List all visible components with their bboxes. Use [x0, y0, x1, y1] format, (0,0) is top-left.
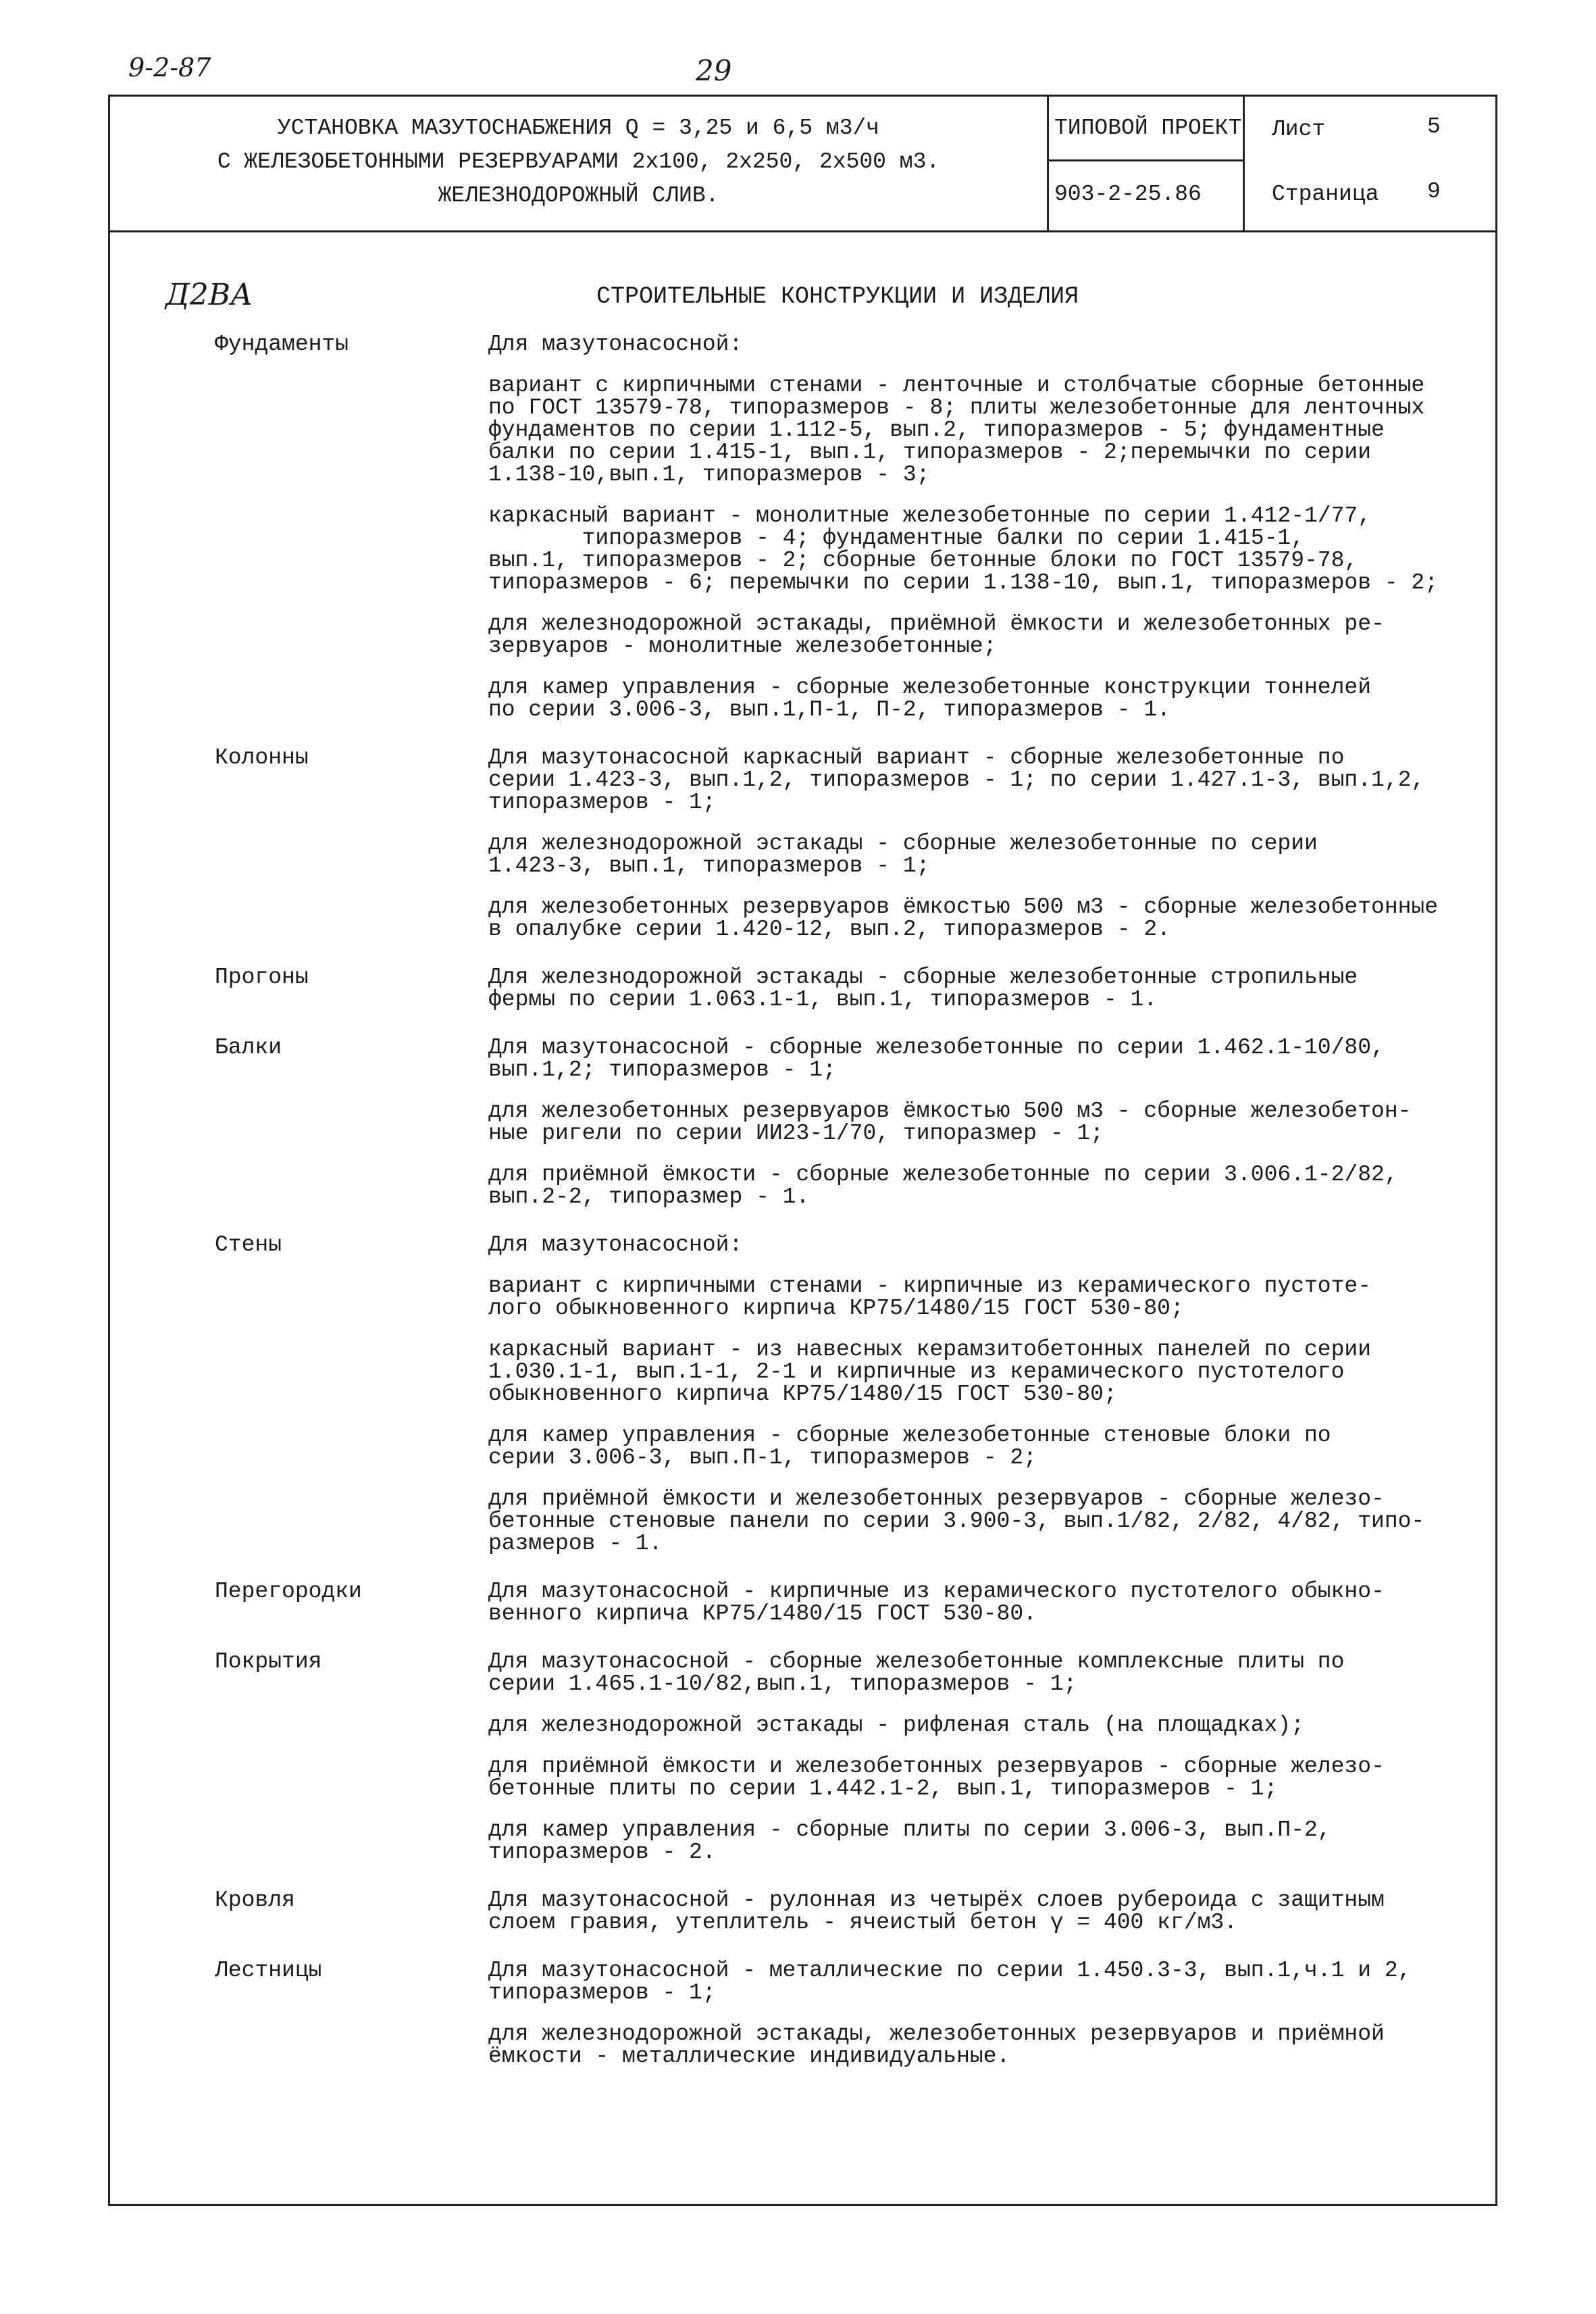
paragraph: Для мазутонасосной - кирпичные из керамического пустотелого обыкно- венного кирпича КР75/1480/15 ГОСТ 530-80. — [488, 1579, 1385, 1626]
section-beams — [110, 1036, 1495, 1217]
paragraph: для камер управления - сборные железобетонные стеновые блоки по серии 3.006-3, вып.П-1, типоразмеров - 2; — [488, 1423, 1331, 1470]
paragraph: каркасный вариант - монолитные железобетонные по серии 1.412-1/77, типоразмеров - 4; фундаментные балки по серии 1.415-1, вып.1, типоразмеров - 2; сборные бетонные блоки по ГОСТ 13579-78, типоразмеров - 6; перемычки по серии 1.138-10, вып.1, типоразмеров - 2; — [488, 503, 1439, 595]
title-line: С ЖЕЛЕЗОБЕТОННЫМИ РЕЗЕРВУАРАМИ 2х100, 2х250, 2х500 м3. — [217, 149, 940, 174]
section-columns — [110, 747, 1495, 950]
title-line: ЖЕЛЕЗНОДОРОЖНЫЙ СЛИВ. — [438, 183, 719, 208]
section-label: Стены — [215, 1232, 282, 1257]
paragraph: Для мазутонасосной: — [488, 332, 743, 357]
paragraph: Для мазутонасосной - металлические по серии 1.450.3-3, вып.1,ч.1 и 2, типоразмеров - 1; — [488, 1958, 1412, 2005]
sheet-frame — [108, 95, 1497, 2206]
page-number: 29 — [696, 54, 732, 87]
section-label: Колонны — [215, 745, 309, 770]
section-purlins — [110, 966, 1495, 1020]
section-foundations — [110, 333, 1495, 730]
paragraph: для железнодорожной эстакады, железобетонных резервуаров и приёмной ёмкости - металлические индивидуальные. — [488, 2021, 1385, 2069]
paragraph: Для мазутонасосной: — [488, 1232, 743, 1257]
paragraph: для железнодорожной эстакады, приёмной ёмкости и железобетонных ре- зервуаров - монолитные железобетонные; — [488, 611, 1385, 659]
title-block-sheet — [1245, 97, 1495, 230]
project-label: ТИПОВОЙ ПРОЕКТ — [1049, 97, 1243, 161]
paragraph: для приёмной ёмкости и железобетонных резервуаров - сборные железо- бетонные стеновые панели по серии 3.900-3, вып.1/82, 2/82, 4/82, типо- размеров - 1. — [488, 1486, 1425, 1556]
specification-content — [110, 333, 1495, 2093]
section-body — [488, 1651, 1495, 1873]
paragraph: Для мазутонасосной - сборные железобетонные комплексные плиты по серии 1.465.1-10/82,вып.1, типоразмеров - 1; — [488, 1649, 1345, 1696]
section-body — [488, 1234, 1495, 1564]
paragraph: вариант с кирпичными стенами - ленточные и столбчатые сборные бетонные по ГОСТ 13579-78, типоразмеров - 8; плиты железобетонные для ленточных фундаментов по серии 1.112-5, вып.2, типоразмеров - 5; фундаментные балки по серии 1.415-1, вып.1, типоразмеров - 2;перемычки по серии 1.138-10,вып.1, типоразмеров - 3; — [488, 373, 1425, 487]
section-partitions — [110, 1580, 1495, 1634]
paragraph: Для мазутонасосной каркасный вариант - сборные железобетонные по серии 1.423-3, вып.1,2, типоразмеров - 1; по серии 1.427.1-3, вып.1,2, типоразмеров - 1; — [488, 745, 1425, 815]
section-body — [488, 333, 1495, 730]
document-code: 9-2-87 — [128, 53, 211, 82]
section-title: СТРОИТЕЛЬНЫЕ КОНСТРУКЦИИ И ИЗДЕЛИЯ — [596, 283, 1079, 310]
section-body — [488, 1036, 1495, 1217]
section-label: Прогоны — [215, 965, 309, 990]
section-label: Кровля — [215, 1888, 295, 1913]
section-label: Лестницы — [215, 1958, 322, 1983]
paragraph: Для железнодорожной эстакады - сборные железобетонные стропильные фермы по серии 1.063.1-1, вып.1, типоразмеров - 1. — [488, 965, 1358, 1012]
title-line: УСТАНОВКА МАЗУТОСНАБЖЕНИЯ Q = 3,25 и 6,5 м3/ч — [277, 116, 880, 141]
series-code: Д2ВА — [165, 278, 253, 312]
section-label: Балки — [215, 1035, 282, 1060]
section-label: Фундаменты — [215, 332, 349, 357]
paragraph: Для мазутонасосной - сборные железобетонные по серии 1.462.1-10/80, вып.1,2; типоразмеров - 1; — [488, 1035, 1385, 1082]
paragraph: для железобетонных резервуаров ёмкостью 500 м3 - сборные железобетонные в опалубке серии 1.420-12, вып.2, типоразмеров - 2. — [488, 895, 1439, 942]
paragraph: для приёмной ёмкости и железобетонных резервуаров - сборные железо- бетонные плиты по серии 1.442.1-2, вып.1, типоразмеров - 1; — [488, 1754, 1385, 1801]
paragraph: вариант с кирпичными стенами - кирпичные из керамического пустоте- лого обыкновенного кирпича КР75/1480/15 ГОСТ 530-80; — [488, 1274, 1372, 1321]
title-block — [110, 97, 1495, 232]
section-body — [488, 1580, 1495, 1634]
section-slabs — [110, 1651, 1495, 1873]
title-block-project — [1049, 97, 1245, 230]
sheet-value: 5 — [1427, 114, 1441, 139]
section-body — [488, 747, 1495, 950]
title-block-title — [110, 97, 1049, 230]
paragraph: для камер управления - сборные плиты по серии 3.006-3, вып.П-2, типоразмеров - 2. — [488, 1817, 1331, 1865]
page-label: Страница — [1272, 182, 1379, 207]
section-label: Перегородки — [215, 1579, 362, 1604]
paragraph: для железнодорожной эстакады - рифленая сталь (на площадках); — [488, 1713, 1304, 1738]
section-roofing — [110, 1889, 1495, 1943]
sheet-label: Лист — [1272, 117, 1326, 142]
paragraph: для железнодорожной эстакады - сборные железобетонные по серии 1.423-3, вып.1, типоразмеров - 1; — [488, 831, 1318, 878]
paragraph: каркасный вариант - из навесных керамзитобетонных панелей по серии 1.030.1-1, вып.1-1, 2-1 и кирпичные из керамического пустотелого обыкновенного кирпича КР75/1480/15 ГОСТ 530-80; — [488, 1337, 1372, 1407]
paragraph: Для мазутонасосной - рулонная из четырёх слоев рубероида с защитным слоем гравия, утеплитель - ячеистый бетон γ = 400 кг/м3. — [488, 1888, 1385, 1935]
paragraph: для камер управления - сборные железобетонные конструкции тоннелей по серии 3.006-3, вып.1,П-1, П-2, типоразмеров - 1. — [488, 675, 1372, 722]
section-body — [488, 1889, 1495, 1943]
paragraph: для железобетонных резервуаров ёмкостью 500 м3 - сборные железобетон- ные ригели по серии ИИ23-1/70, типоразмер - 1; — [488, 1099, 1412, 1146]
section-stairs — [110, 1959, 1495, 2077]
section-walls — [110, 1234, 1495, 1564]
page-value: 9 — [1427, 179, 1441, 204]
section-label: Покрытия — [215, 1649, 322, 1674]
project-number: 903-2-25.86 — [1054, 182, 1202, 207]
section-body — [488, 966, 1495, 1020]
section-body — [488, 1959, 1495, 2077]
paragraph: для приёмной ёмкости - сборные железобетонные по серии 3.006.1-2/82, вып.2-2, типоразмер - 1. — [488, 1162, 1398, 1209]
